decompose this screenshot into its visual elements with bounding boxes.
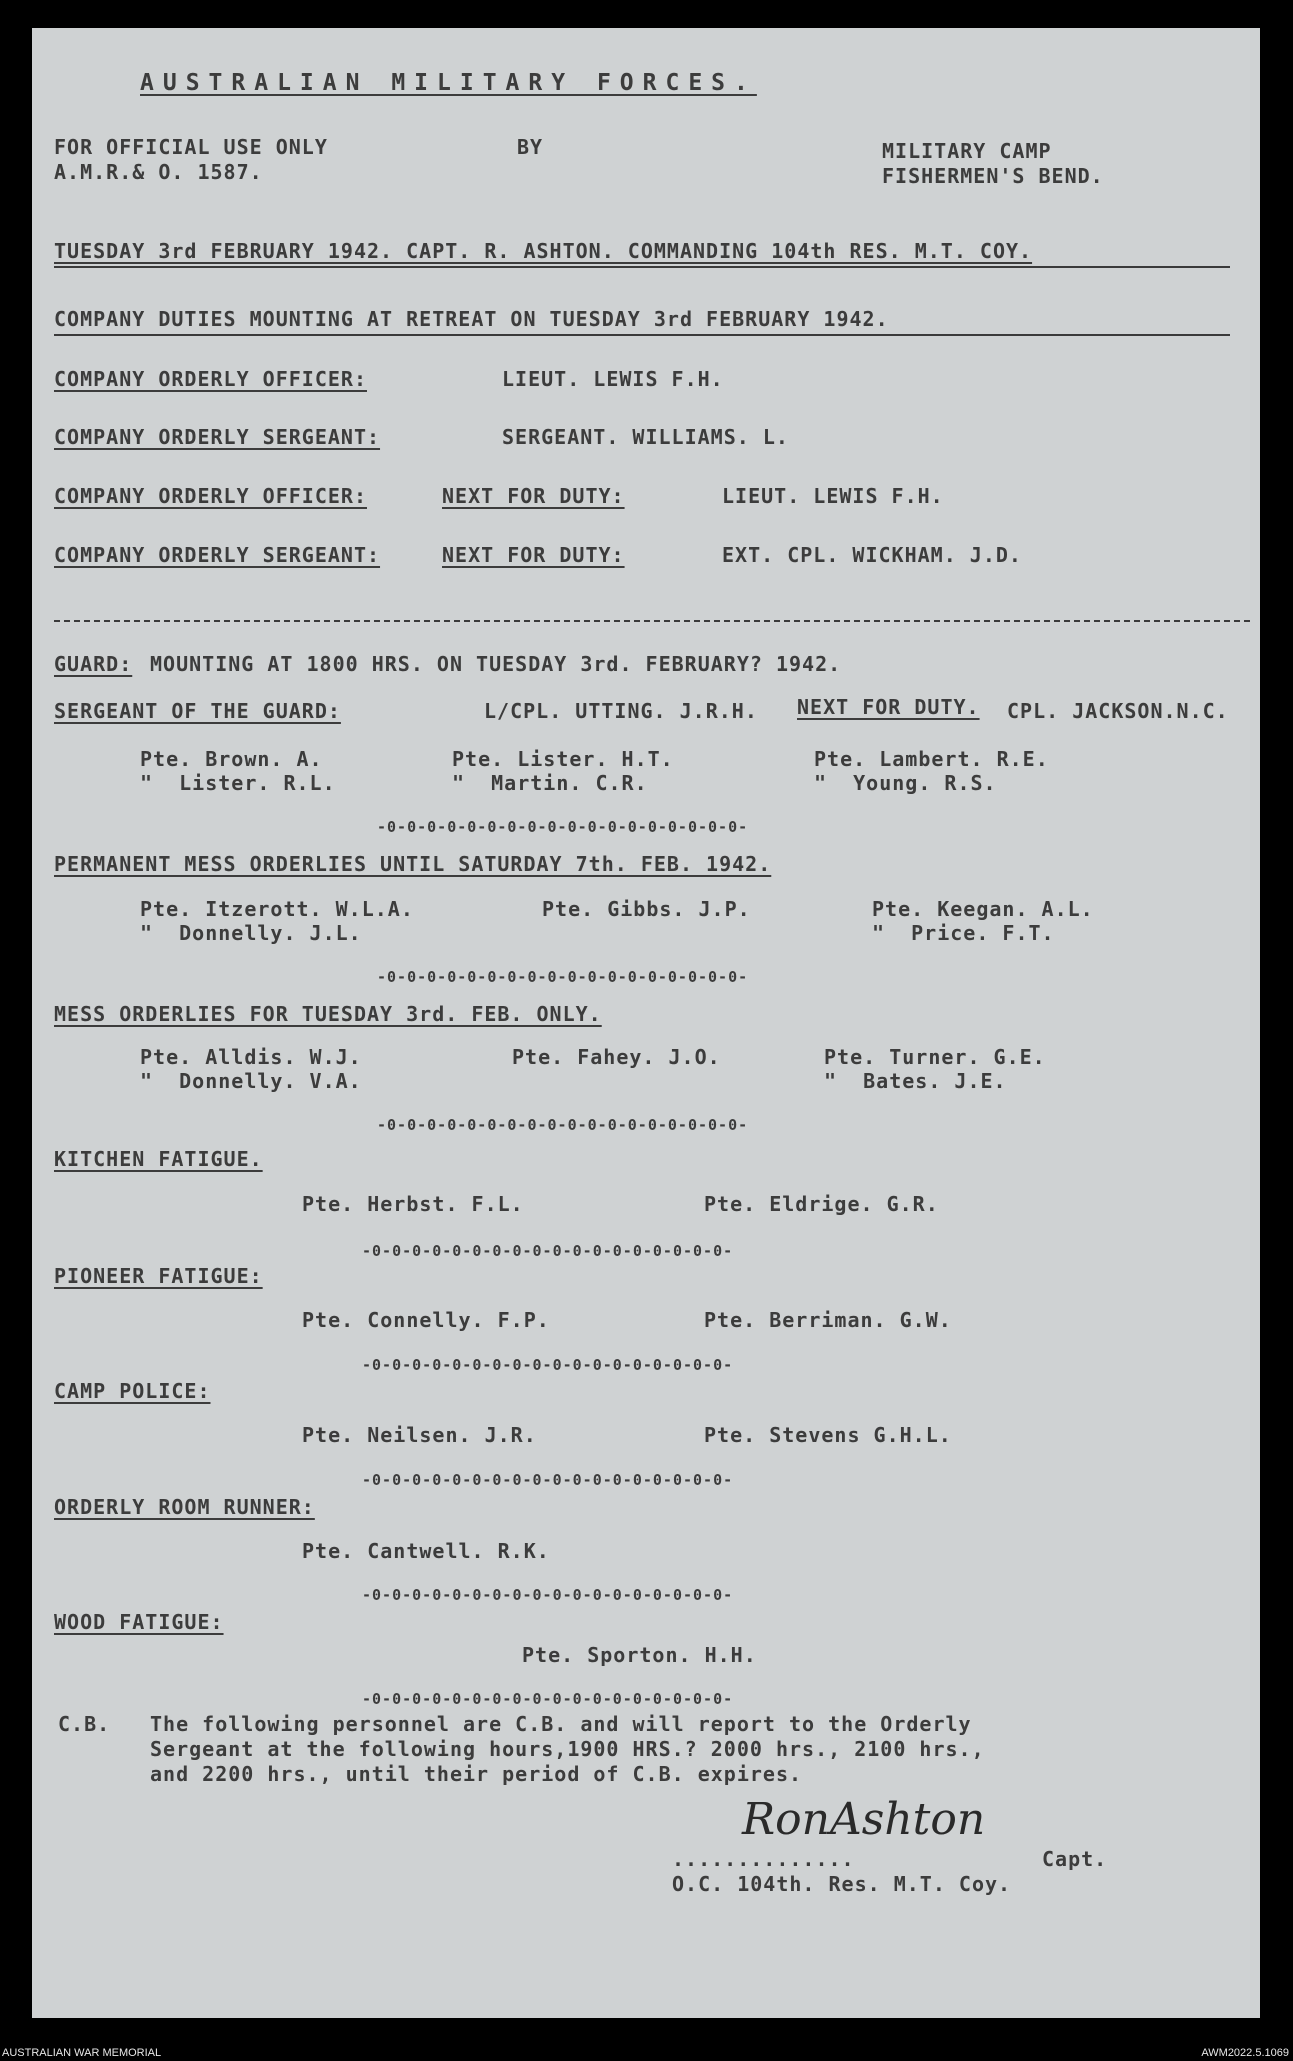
separator: -0-0-0-0-0-0-0-0-0-0-0-0-0-0-0-0-0-0- bbox=[377, 1116, 749, 1134]
wood-fatigue-heading: WOOD FATIGUE: bbox=[54, 1610, 224, 1634]
kitchen-name: Pte. Herbst. F.L. bbox=[302, 1192, 524, 1216]
mess-orderly-name: Pte. Turner. G.E. bbox=[824, 1045, 1046, 1069]
duty-value: SERGEANT. WILLIAMS. L. bbox=[502, 425, 789, 449]
guard-name: Pte. Lambert. R.E. bbox=[814, 747, 1049, 771]
document-sheet bbox=[32, 28, 1260, 2018]
footer-left: AUSTRALIAN WAR MEMORIAL bbox=[2, 2047, 162, 2059]
guard-name: " Lister. R.L. bbox=[140, 771, 336, 795]
guard-next-label: NEXT FOR DUTY. bbox=[797, 695, 980, 719]
section-dashed-rule bbox=[54, 620, 1250, 622]
footer-right: AWM2022.5.1069 bbox=[1201, 2047, 1289, 2059]
mess-name: Pte. Gibbs. J.P. bbox=[542, 897, 751, 921]
kitchen-name: Pte. Eldrige. G.R. bbox=[704, 1192, 939, 1216]
duty-label: COMPANY ORDERLY OFFICER: bbox=[54, 367, 367, 391]
amr-reference: A.M.R.& O. 1587. bbox=[54, 160, 263, 184]
permanent-mess-heading: PERMANENT MESS ORDERLIES UNTIL SATURDAY 7th. FEB. 1942. bbox=[54, 852, 772, 876]
mess-orderly-name: " Bates. J.E. bbox=[824, 1069, 1007, 1093]
separator: -0-0-0-0-0-0-0-0-0-0-0-0-0-0-0-0-0-0- bbox=[362, 1471, 734, 1489]
separator: -0-0-0-0-0-0-0-0-0-0-0-0-0-0-0-0-0-0- bbox=[362, 1242, 734, 1260]
date-rule bbox=[54, 266, 1230, 268]
camp-police-heading: CAMP POLICE: bbox=[54, 1379, 211, 1403]
mess-orderly-name: Pte. Fahey. J.O. bbox=[512, 1045, 721, 1069]
police-name: Pte. Neilsen. J.R. bbox=[302, 1423, 537, 1447]
duty-next-label: NEXT FOR DUTY: bbox=[442, 543, 625, 567]
signature-title: O.C. 104th. Res. M.T. Coy. bbox=[672, 1872, 1012, 1896]
guard-mounting-text: MOUNTING AT 1800 HRS. ON TUESDAY 3rd. FEBRUARY? 1942. bbox=[150, 652, 842, 676]
separator: -0-0-0-0-0-0-0-0-0-0-0-0-0-0-0-0-0-0- bbox=[377, 968, 749, 986]
pioneer-name: Pte. Connelly. F.P. bbox=[302, 1308, 550, 1332]
mess-orderly-name: Pte. Alldis. W.J. bbox=[140, 1045, 362, 1069]
signature-rank: Capt. bbox=[1042, 1847, 1108, 1871]
cb-text-line: and 2200 hrs., until their period of C.B. expires. bbox=[150, 1762, 803, 1786]
duty-label: COMPANY ORDERLY SERGEANT: bbox=[54, 543, 381, 567]
separator: -0-0-0-0-0-0-0-0-0-0-0-0-0-0-0-0-0-0- bbox=[362, 1690, 734, 1708]
duty-value: LIEUT. LEWIS F.H. bbox=[502, 367, 724, 391]
kitchen-fatigue-heading: KITCHEN FATIGUE. bbox=[54, 1147, 263, 1171]
by-label: BY bbox=[517, 135, 544, 159]
separator: -0-0-0-0-0-0-0-0-0-0-0-0-0-0-0-0-0-0- bbox=[377, 818, 749, 836]
duty-value: EXT. CPL. WICKHAM. J.D. bbox=[722, 543, 1022, 567]
guard-name: " Martin. C.R. bbox=[452, 771, 648, 795]
document-title: AUSTRALIAN MILITARY FORCES. bbox=[140, 70, 757, 96]
mess-orderlies-heading: MESS ORDERLIES FOR TUESDAY 3rd. FEB. ONLY. bbox=[54, 1002, 602, 1026]
police-name: Pte. Stevens G.H.L. bbox=[704, 1423, 952, 1447]
guard-name: Pte. Lister. H.T. bbox=[452, 747, 674, 771]
official-use-label: FOR OFFICIAL USE ONLY bbox=[54, 135, 328, 159]
duty-next-label: NEXT FOR DUTY: bbox=[442, 484, 625, 508]
camp-name-line-2: FISHERMEN'S BEND. bbox=[882, 164, 1104, 188]
cb-text-line: Sergeant at the following hours,1900 HRS.? 2000 hrs., 2100 hrs., bbox=[150, 1737, 985, 1761]
mess-name: Pte. Itzerott. W.L.A. bbox=[140, 897, 414, 921]
runner-name: Pte. Cantwell. R.K. bbox=[302, 1539, 550, 1563]
orderly-runner-heading: ORDERLY ROOM RUNNER: bbox=[54, 1495, 315, 1519]
duties-heading: COMPANY DUTIES MOUNTING AT RETREAT ON TUESDAY 3rd FEBRUARY 1942. bbox=[54, 307, 889, 331]
duty-label: COMPANY ORDERLY OFFICER: bbox=[54, 484, 367, 508]
guard-name: Pte. Brown. A. bbox=[140, 747, 323, 771]
pioneer-fatigue-heading: PIONEER FATIGUE: bbox=[54, 1264, 263, 1288]
mess-name: Pte. Keegan. A.L. bbox=[872, 897, 1094, 921]
handwritten-signature: RonAshton bbox=[742, 1794, 986, 1845]
mess-name: " Donnelly. J.L. bbox=[140, 921, 362, 945]
separator: -0-0-0-0-0-0-0-0-0-0-0-0-0-0-0-0-0-0- bbox=[362, 1586, 734, 1604]
date-command-line: TUESDAY 3rd FEBRUARY 1942. CAPT. R. ASHTON. COMMANDING 104th RES. M.T. COY. bbox=[54, 239, 1033, 263]
cb-label: C.B. bbox=[58, 1712, 111, 1736]
duties-rule bbox=[54, 334, 1230, 336]
duty-label: COMPANY ORDERLY SERGEANT: bbox=[54, 425, 381, 449]
sergeant-of-guard-label: SERGEANT OF THE GUARD: bbox=[54, 699, 341, 723]
signature-dots: .............. bbox=[672, 1847, 855, 1871]
duty-value: LIEUT. LEWIS F.H. bbox=[722, 484, 944, 508]
sergeant-of-guard-value: L/CPL. UTTING. J.R.H. bbox=[484, 699, 758, 723]
mess-orderly-name: " Donnelly. V.A. bbox=[140, 1069, 362, 1093]
wood-name: Pte. Sporton. H.H. bbox=[522, 1643, 757, 1667]
guard-heading: GUARD: bbox=[54, 652, 133, 676]
separator: -0-0-0-0-0-0-0-0-0-0-0-0-0-0-0-0-0-0- bbox=[362, 1356, 734, 1374]
pioneer-name: Pte. Berriman. G.W. bbox=[704, 1308, 952, 1332]
guard-next-value: CPL. JACKSON.N.C. bbox=[1007, 699, 1229, 723]
mess-name: " Price. F.T. bbox=[872, 921, 1055, 945]
camp-name-line-1: MILITARY CAMP bbox=[882, 139, 1052, 163]
guard-name: " Young. R.S. bbox=[814, 771, 997, 795]
cb-text-line: The following personnel are C.B. and will report to the Orderly bbox=[150, 1712, 972, 1736]
